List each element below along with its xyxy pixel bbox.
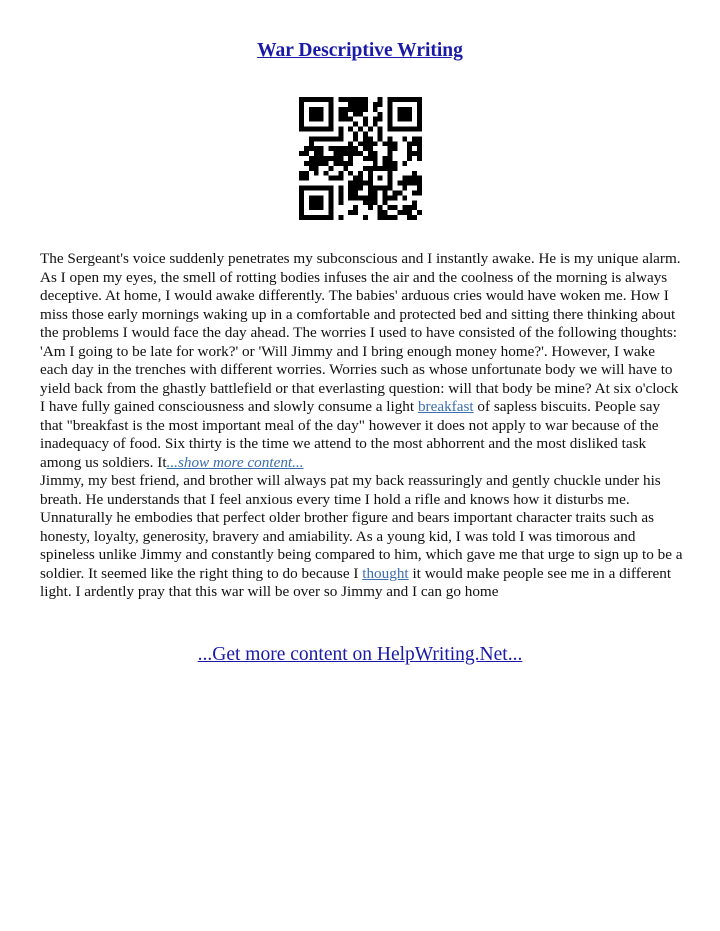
paragraph-1-text-b: of sapless biscuits. People say that "breakfast is the most important meal of the day" however it does not apply to war because of the inadequacy of food. Six thirty is the time we attend to the most abhorrent and the most disliked task among us soldiers. It — [40, 398, 661, 471]
breakfast-link[interactable]: breakfast — [417, 398, 474, 415]
paragraph-2 — [40, 472, 685, 602]
qr-code-icon — [299, 97, 422, 220]
article-body — [40, 250, 685, 602]
document-title-link[interactable]: War Descriptive Writing — [257, 40, 463, 61]
qr-code-graphic — [299, 97, 422, 220]
paragraph-1 — [40, 250, 685, 472]
show-more-link[interactable]: ...show more content... — [166, 453, 304, 471]
paragraph-1-text-a: The Sergeant's voice suddenly penetrates my subconscious and I instantly awake. He is my unique alarm. As I open my eyes, the smell of rotting bodies infuses the air and the coolness of the morning is always deceptive. At home, I would awake differently. The babies' arduous cries would have woken me. How I miss those early mornings waking up in a comfortable and protected bed and sitting there thinking about the problems I would face the day ahead. The worries I used to have consisted of the following thoughts: 'Am I going to be late for work?' or 'Will Jimmy and I bring enough money home?'. However, I wake each day in the trenches with different worries. Worries such as whose unfortunate body we will have to yield back from the ghastly battlefield or that everlasting question: will that body be mine? At six o'clock I have fully gained consciousness and slowly consume a light — [40, 250, 681, 415]
paragraph-2-text-a: Jimmy, my best friend, and brother will always pat my back reassuringly and gently chuckle under his breath. He understands that I feel anxious every time I hold a rifle and knows how it disturbs me. Unnaturally he embodies that perfect older brother figure and bears important character traits such as honesty, loyalty, generosity, bravery and amiability. As a young kid, I was told I was timorous and spineless unlike Jimmy and constantly being compared to him, which gave me that urge to sign up to be a soldier. It seemed like the right thing to do because I — [40, 472, 683, 582]
thought-link[interactable]: thought — [362, 564, 409, 582]
paragraph-2-text-b: it would make people see me in a different light. I ardently pray that this war will be over so Jimmy and I can go home — [40, 564, 672, 600]
get-more-content-link[interactable]: ...Get more content on HelpWriting.Net... — [197, 644, 523, 665]
